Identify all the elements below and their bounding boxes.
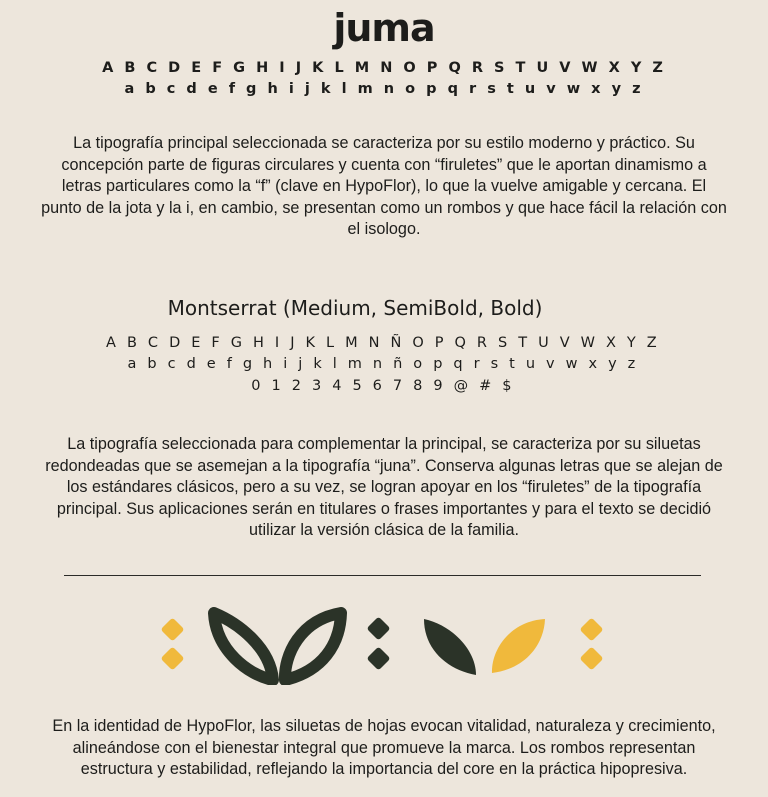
primary-font-description: La tipografía principal seleccionada se caracteriza por su estilo moderno y práctico. Su concepción parte de figuras circulares y cuenta con “firuletes” que le aportan dinamismo a letras particulares como la “f” (clave en HypoFlor), lo que la vuelve amigable y cercana. El punto de la jota y la i, en cambio, se presentan como un rombos y que hace fácil la relación con el isologo. bbox=[41, 134, 727, 239]
dark-diamonds-icon bbox=[366, 616, 390, 670]
secondary-font-lowercase: a b c d e f g h i j k l m n ñ o p q r s t u v w x y z bbox=[127, 356, 639, 372]
yellow-diamonds-icon bbox=[160, 617, 184, 670]
yellow-diamonds-icon bbox=[579, 617, 603, 670]
section-divider bbox=[64, 575, 701, 576]
secondary-font-uppercase: A B C D E F G H I J K L M N Ñ O P Q R S T U V W X Y Z bbox=[106, 335, 660, 351]
juma-uppercase-alphabet: A B C D E F G H I J K L M N O P Q R S T U V W X Y Z bbox=[102, 60, 666, 76]
solid-leaves-icon bbox=[424, 619, 545, 675]
outline-leaves-icon bbox=[214, 613, 341, 680]
secondary-font-numbers: 0 1 2 3 4 5 6 7 8 9 @ # $ bbox=[251, 378, 515, 394]
secondary-font-description: La tipografía seleccionada para complementar la principal, se caracteriza por su siluetas redondeadas que se asemejan a la tipografía “juna”. Conserva algunas letras que se alejan de los estándares clásicos, pero a su vez, se logran apoyar en los “firuletes” de la tipografía principal. Sus aplicaciones serán en titulares o frases importantes y para el texto se decidió utilizar la versión clásica de la familia. bbox=[45, 435, 723, 540]
juma-logo: juma bbox=[333, 6, 435, 50]
juma-lowercase-alphabet: a b c d e f g h i j k l m n o p q r s t u v w x y z bbox=[124, 81, 644, 97]
brand-shapes-row bbox=[0, 605, 768, 685]
brand-shapes-description: En la identidad de HypoFlor, las siluetas de hojas evocan vitalidad, naturaleza y crecimiento, alineándose con el bienestar integral que promueve la marca. Los rombos representan estructura y estabilidad, reflejando la importancia del core en la práctica hipopresiva. bbox=[52, 717, 716, 779]
secondary-font-title: Montserrat (Medium, SemiBold, Bold) bbox=[167, 296, 543, 320]
